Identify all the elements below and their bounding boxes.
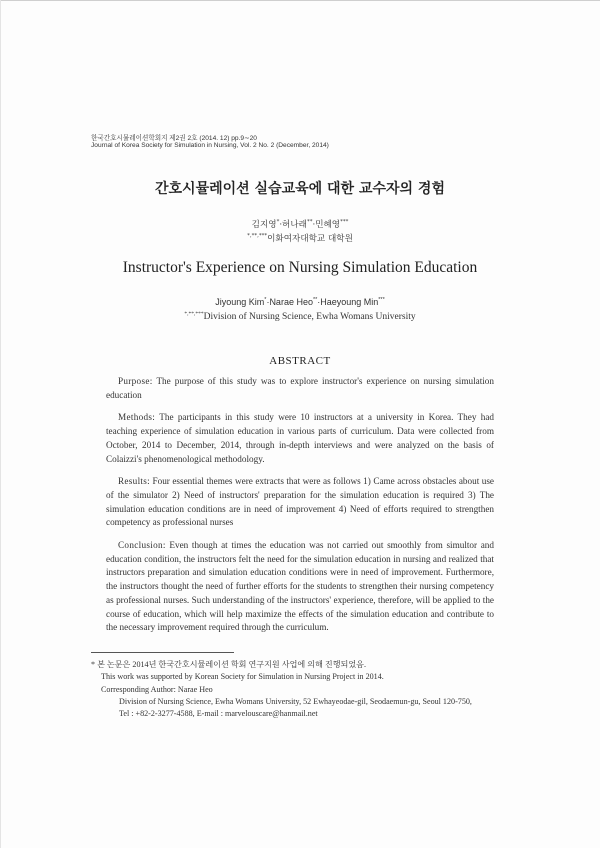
purpose-text: The purpose of this study was to explore instructor's experience on nursing simulation education	[106, 376, 494, 400]
funding-note-english: This work was supported by Korean Society for Simulation in Nursing Project in 2014.	[101, 672, 384, 682]
korean-affiliation	[0, 232, 600, 244]
results-label: Results:	[118, 476, 151, 487]
author-mark: *	[264, 297, 267, 303]
korean-title: 간호시뮬레이션 실습교육에 대한 교수자의 경험	[155, 181, 445, 197]
abstract-body	[106, 375, 494, 644]
corresponding-contact: Tel : +82-2-3277-4588, E-mail : marvelouscare@hanmail.net	[119, 709, 318, 719]
abstract-results	[106, 475, 494, 530]
author-mark: ***	[340, 219, 349, 226]
author-separator: ·	[312, 220, 316, 230]
abstract-methods	[106, 411, 494, 466]
author-mark: ***	[378, 297, 385, 303]
english-authors	[0, 297, 600, 307]
author-mark: **	[312, 297, 318, 303]
results-text: Four essential themes were extracts that were as follows 1) Came across obstacles about use of the simulator 2) Need of instructors' preparation for the simulation education is required 3) The simulation education conditions are in need of improvement 4) Need of efforts required to strengthen competency as professional nurses	[106, 476, 494, 528]
abstract-conclusion	[106, 539, 494, 635]
footnote-divider	[91, 652, 234, 653]
page-left-edge	[0, 0, 1, 848]
funding-note-korean: * 본 논문은 2014년 한국간호시뮬레이션 학회 연구지원 사업에 의해 진행되었음.	[91, 660, 367, 669]
author-name: Haeyoung Min	[320, 297, 379, 307]
author-name: 민혜영	[315, 220, 341, 230]
author-separator: ·	[279, 220, 283, 230]
author-name: 허나래	[282, 220, 307, 230]
english-affiliation	[0, 312, 600, 322]
page-top-edge	[0, 0, 600, 1]
author-name: Jiyoung Kim	[215, 297, 265, 307]
author-name: Narae Heo	[269, 297, 313, 307]
abstract-purpose	[106, 375, 494, 402]
affiliation-text: Division of Nursing Science, Ewha Womans University	[203, 312, 416, 322]
affiliation-marks: *,**,***	[184, 310, 204, 317]
corresponding-author: Corresponding Author: Narae Heo	[101, 684, 213, 694]
methods-label: Methods:	[118, 412, 156, 423]
korean-authors	[0, 218, 600, 230]
methods-text: The participants in this study were 10 instructors at a university in Korea. They had teaching experience of simulation education in various parts of curriculum. Data were collected from October, 2014 to December, 2014, through in-depth interviews and were analyzed on the basis of Colaizzi's phenomenological methodology.	[106, 412, 494, 464]
author-name: 김지영	[251, 220, 277, 230]
conclusion-label: Conclusion:	[118, 540, 166, 551]
author-mark: **	[306, 219, 313, 226]
english-title: Instructor's Experience on Nursing Simulation Education	[122, 259, 478, 276]
corresponding-address: Division of Nursing Science, Ewha Womans University, 52 Ewhayeodae-gil, Seodaemun-gu, Seoul 120-750,	[119, 696, 472, 706]
author-separator: ·	[317, 297, 321, 307]
author-mark: *	[276, 219, 280, 226]
journal-citation-english: Journal of Korea Society for Simulation in Nursing, Vol. 2 No. 2 (December, 2014)	[91, 142, 329, 149]
author-separator: ·	[266, 297, 270, 307]
affiliation-text: 이화여자대학교 대학원	[267, 234, 353, 244]
affiliation-marks: *,**,***	[247, 233, 268, 240]
conclusion-text: Even though at times the education was not carried out smoothly from simultor and education condition, the instructors felt the need for the simulation education in nursing and realized that instructors preparation and simulation education conditions were in need of improvement. Furthermore, the instructors thought the need of further efforts for the students to strengthen their nursing competency as professional nurses. Such understanding of the instructors' experience, therefore, will be applied to the course of education, which will help maximize the effects of the simulation education and contribute to the necessary improvement required through the curriculum.	[106, 540, 494, 633]
footnotes	[91, 659, 531, 720]
purpose-label: Purpose:	[118, 376, 153, 386]
journal-citation-korean: 한국간호시뮬레이션학회지 제2권 2호 (2014. 12) pp.9∼20	[91, 135, 257, 142]
abstract-heading: ABSTRACT	[269, 355, 331, 367]
